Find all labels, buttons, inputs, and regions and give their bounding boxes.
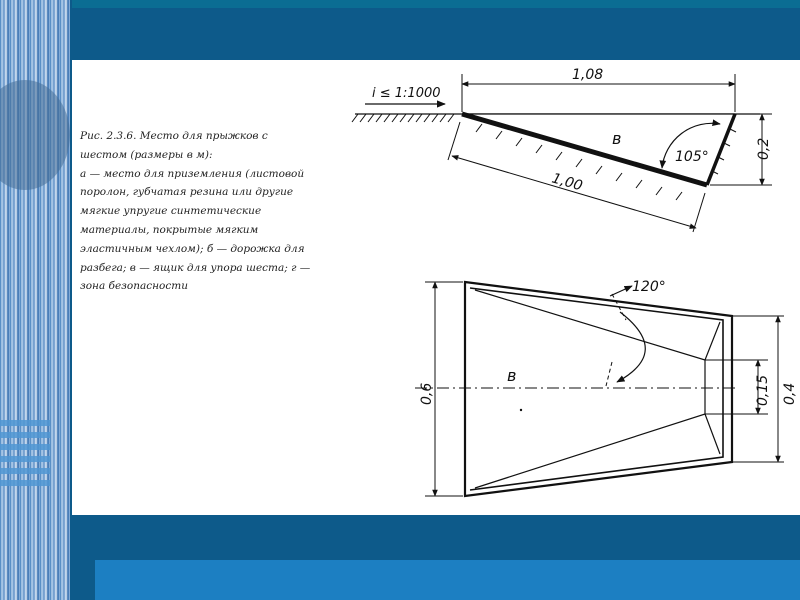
caption-line: зона безопасности: [80, 280, 188, 293]
dim-label-length-slope: 1,00: [549, 170, 585, 195]
caption-line: поролон, губчатая резина или другие: [80, 186, 294, 199]
dim-label-length-top: 1,08: [572, 67, 604, 83]
dim-label-width-back: 0,4: [782, 382, 798, 405]
dim-label-width-inner: 0,15: [755, 374, 771, 406]
angle-label-plan: 120°: [632, 279, 666, 295]
box-outline: [465, 282, 732, 496]
angle-arc-plan: [617, 312, 645, 382]
caption-line: Рис. 2.3.6. Место для прыжков с: [80, 130, 268, 142]
angle-label-section: 105°: [675, 149, 709, 165]
dim-label-width-front: 0,6: [419, 382, 435, 405]
caption-line: шестом (размеры в м):: [80, 148, 213, 161]
caption-line: эластичным чехлом); б — дорожка для: [80, 242, 305, 255]
caption-line: разбега; в — ящик для упора шеста; г —: [80, 261, 311, 274]
caption-line: а — место для приземления (листовой: [80, 167, 305, 180]
dim-label-depth: 0,2: [756, 137, 772, 160]
plan-view: [415, 282, 784, 496]
caption-line: материалы, покрытые мягким: [80, 223, 259, 236]
slope-label: i ≤ 1:1000: [372, 86, 441, 101]
box-letter-plan: в: [507, 366, 517, 385]
box-letter-section: в: [612, 129, 622, 148]
caption-line: мягкие упругие синтетические: [80, 205, 262, 218]
